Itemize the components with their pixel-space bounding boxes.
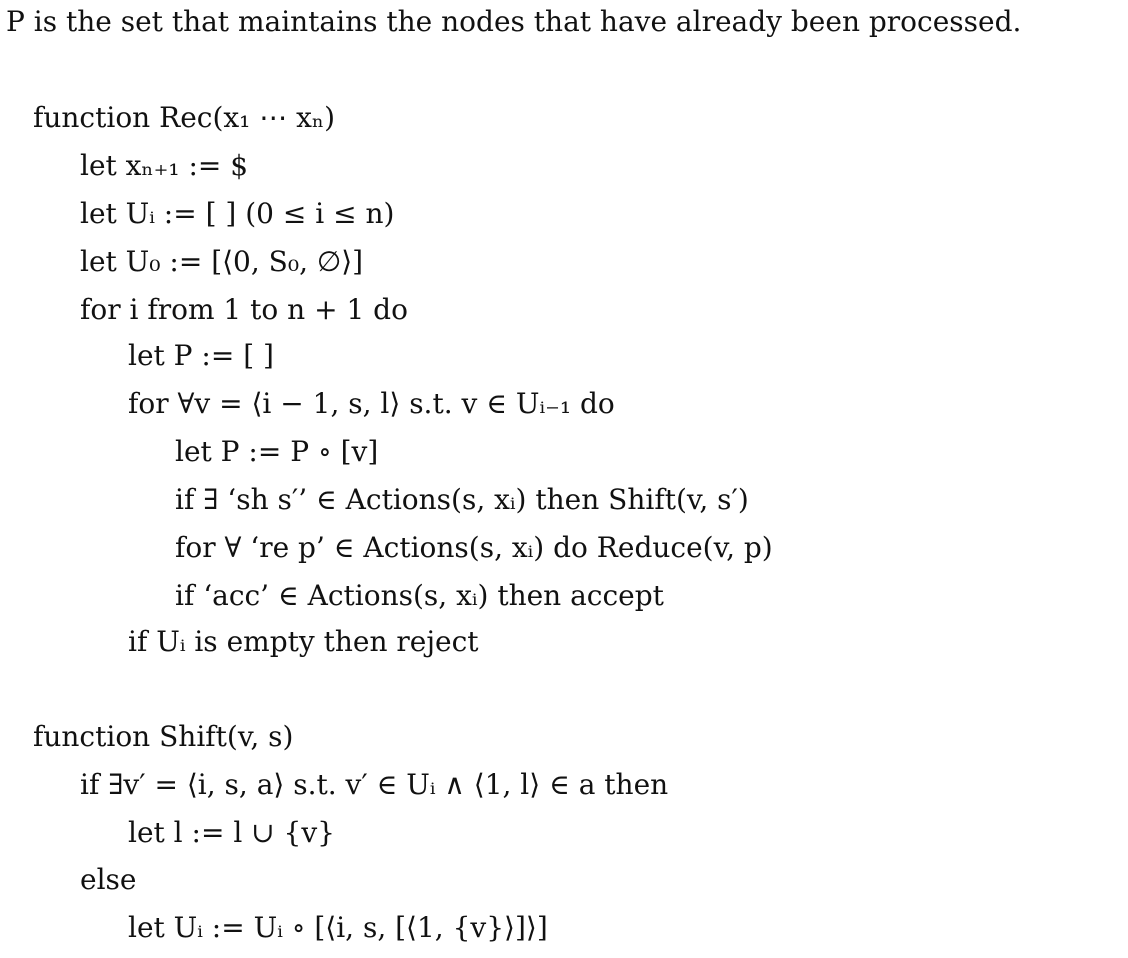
algo-line-15: let l := l ∪ {v}	[128, 816, 335, 849]
algo-line-5: for i from 1 to n + 1 do	[80, 293, 408, 326]
algo-line-16: else	[80, 863, 137, 896]
algo-line-8: let P := P ∘ [v]	[175, 435, 379, 468]
algo-line-7: for ∀v = ⟨i − 1, s, l⟩ s.t. v ∈ Uᵢ₋₁ do	[128, 387, 615, 420]
algo-line-2: let xₙ₊₁ := $	[80, 149, 249, 182]
intro-sentence: P is the set that maintains the nodes that have already been processed.	[6, 5, 1022, 38]
algo-line-14: if ∃v′ = ⟨i, s, a⟩ s.t. v′ ∈ Uᵢ ∧ ⟨1, l⟩ ∈ a then	[80, 768, 669, 801]
algo-line-4: let U₀ := [⟨0, S₀, ∅⟩]	[80, 245, 364, 278]
algo-line-9: if ∃ ‘sh s′’ ∈ Actions(s, xᵢ) then Shift(v, s′)	[175, 483, 749, 516]
algo-line-3: let Uᵢ := [ ] (0 ≤ i ≤ n)	[80, 197, 395, 230]
algo-line-13: function Shift(v, s)	[33, 720, 294, 753]
algo-line-17: let Uᵢ := Uᵢ ∘ [⟨i, s, [⟨1, {v}⟩]⟩]	[128, 911, 548, 944]
algo-line-11: if ‘acc’ ∈ Actions(s, xᵢ) then accept	[175, 579, 664, 612]
algo-line-6: let P := [ ]	[128, 339, 274, 372]
algo-line-1: function Rec(x₁ ⋯ xₙ)	[33, 101, 336, 134]
algo-line-12: if Uᵢ is empty then reject	[128, 625, 479, 658]
algo-line-10: for ∀ ‘re p’ ∈ Actions(s, xᵢ) do Reduce(v, p)	[175, 531, 773, 564]
